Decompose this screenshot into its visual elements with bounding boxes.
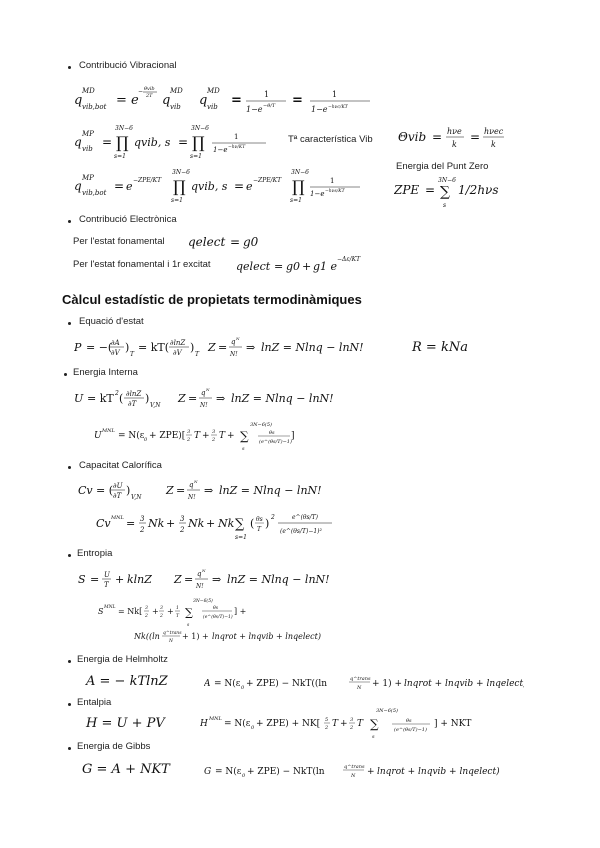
svg-text:q: q: [74, 179, 82, 193]
svg-text:Z: Z: [166, 484, 174, 497]
equation-entropia-3-graphic: [134, 626, 384, 646]
svg-text:MNL: MNL: [111, 515, 124, 521]
svg-text:+ ZPE) − NkT(ln: + ZPE) − NkT(ln: [247, 767, 325, 777]
svg-text:N!: N!: [196, 583, 204, 590]
svg-text:∂A: ∂A: [111, 339, 120, 347]
svg-text:2: 2: [187, 437, 191, 443]
svg-text:0: 0: [242, 773, 246, 779]
svg-text:+: +: [152, 607, 159, 616]
svg-text:q: q: [74, 135, 82, 149]
svg-text:3N−6: 3N−6: [191, 125, 209, 132]
equation-qelect-g0-graphic: [188, 232, 268, 252]
equation-energia-2-graphic: [94, 418, 324, 454]
svg-text:N: N: [236, 336, 240, 341]
svg-text:q: q: [189, 481, 194, 489]
svg-text:MP: MP: [82, 174, 94, 182]
equation-gibbs-2: [204, 758, 544, 784]
svg-text:q^trans: q^trans: [344, 764, 365, 770]
svg-text:lnZ = Nlnq − lnN!: lnZ = Nlnq − lnN!: [219, 484, 322, 497]
svg-text:=: =: [231, 93, 242, 108]
svg-text:θvib: θvib: [144, 86, 155, 92]
svg-text:g0: g0: [286, 260, 301, 273]
elect-excitat-label: Per l'estat fonamental i 1r excitat: [73, 259, 211, 270]
svg-text:T: T: [332, 719, 339, 729]
svg-text:hνec: hνec: [484, 127, 504, 136]
svg-text:3N−6: 3N−6: [291, 169, 309, 176]
equation-qelect-g0: [188, 232, 268, 252]
svg-text:2: 2: [180, 526, 185, 534]
svg-text:): ): [265, 517, 270, 530]
svg-text:∂T: ∂T: [113, 492, 122, 500]
svg-text:k: k: [491, 140, 496, 149]
svg-text:∑: ∑: [235, 517, 245, 532]
svg-text:]: ]: [291, 431, 295, 441]
equation-capacitat-1-graphic: [78, 476, 368, 508]
svg-text:N!: N!: [200, 402, 208, 409]
main-heading: Càlcul estadístic de propietats termodinàmiques: [62, 292, 362, 307]
svg-text:1: 1: [332, 90, 338, 99]
svg-text:3N−6(5): 3N−6(5): [376, 708, 399, 714]
svg-text:T: T: [176, 614, 180, 619]
svg-text:] + NKT: ] + NKT: [434, 719, 472, 729]
svg-text:3: 3: [160, 606, 163, 611]
svg-text:= kT(: = kT(: [138, 341, 170, 354]
svg-text:= N(ε: = N(ε: [215, 767, 242, 777]
bullet-icon: [68, 703, 71, 706]
svg-text:s=1: s=1: [290, 197, 302, 204]
svg-text:=: =: [230, 235, 241, 249]
svg-text:2: 2: [350, 725, 354, 731]
svg-text:1−e: 1−e: [310, 190, 325, 198]
svg-text:MP: MP: [82, 130, 94, 138]
svg-text:q: q: [199, 93, 208, 108]
svg-text:s=1: s=1: [114, 153, 126, 160]
svg-text:Nk((ln: Nk((ln: [134, 632, 160, 641]
svg-text:q: q: [74, 93, 83, 108]
svg-text:(e^(θs/T)−1)²: (e^(θs/T)−1)²: [280, 528, 322, 535]
svg-text:s=1: s=1: [171, 197, 183, 204]
svg-text:G: G: [204, 767, 212, 777]
svg-text:MNL: MNL: [104, 605, 116, 610]
elect-fonamental-label: Per l'estat fonamental: [73, 236, 165, 247]
svg-text:−ZPE/KT: −ZPE/KT: [133, 177, 162, 184]
section-title-gibbs: Energia de Gibbs: [77, 741, 151, 752]
svg-text:3: 3: [140, 515, 145, 523]
equation-capacitat-2: [96, 505, 356, 545]
svg-text:(: (: [119, 392, 124, 405]
svg-text:q: q: [197, 570, 202, 578]
equation-qvib-mp: [74, 122, 274, 162]
svg-text:1−e: 1−e: [311, 105, 328, 114]
svg-text:−ZPE/KT: −ZPE/KT: [253, 177, 282, 184]
svg-text:(e^(θs/T)−1): (e^(θs/T)−1): [394, 727, 427, 733]
equation-helmholtz-1: A = − kTlnZ: [86, 674, 168, 689]
svg-text:2: 2: [325, 725, 329, 731]
svg-text:(e^(θs/T)−1): (e^(θs/T)−1): [203, 615, 233, 620]
equation-entropia-1-graphic: [78, 566, 368, 594]
svg-text:MD: MD: [207, 87, 220, 95]
svg-text:∂lnZ: ∂lnZ: [170, 339, 186, 347]
svg-text:3N−6(5): 3N−6(5): [250, 422, 273, 428]
svg-text:2: 2: [212, 437, 216, 443]
svg-text:e^(θs/T): e^(θs/T): [292, 514, 318, 521]
svg-text:N: N: [357, 685, 362, 691]
svg-text:s: s: [372, 734, 375, 740]
svg-text:+: +: [302, 260, 312, 273]
svg-text:−θ/T: −θ/T: [263, 103, 276, 109]
svg-text:): ): [190, 341, 195, 354]
svg-text:=: =: [126, 517, 136, 530]
svg-text:∂lnZ: ∂lnZ: [126, 390, 142, 398]
svg-text:θs: θs: [269, 430, 275, 436]
svg-text:3: 3: [187, 429, 191, 435]
equation-entalpia-2-graphic: [200, 704, 520, 740]
svg-text:=: =: [90, 573, 100, 586]
svg-text:MNL: MNL: [209, 716, 222, 722]
svg-text:V,N: V,N: [150, 402, 161, 409]
svg-text:vib: vib: [82, 145, 93, 153]
svg-text:⇒: ⇒: [204, 484, 214, 497]
bullet-icon: [68, 747, 71, 750]
svg-text:U: U: [104, 571, 110, 579]
bullet-icon: [68, 660, 71, 663]
svg-text:+: +: [206, 517, 216, 530]
svg-text:θs: θs: [406, 718, 412, 724]
svg-text:5: 5: [325, 717, 329, 723]
svg-text:3N−6: 3N−6: [438, 177, 456, 184]
equation-entropia-1: [78, 566, 368, 594]
svg-text:−hνc/KT: −hνc/KT: [328, 105, 348, 110]
section-title-estat: Equació d'estat: [79, 316, 144, 327]
svg-text:N: N: [194, 479, 198, 484]
equation-qelect-g0-g1-graphic: [236, 252, 376, 276]
section-title-capacitat: Capacitat Calorífica: [79, 460, 162, 471]
svg-text:H: H: [200, 719, 208, 729]
svg-text:−hνs/KT: −hνs/KT: [325, 189, 345, 194]
svg-text:vib: vib: [170, 103, 181, 111]
svg-text:∂V: ∂V: [173, 349, 182, 357]
svg-text:N: N: [169, 639, 173, 644]
svg-text:2T: 2T: [146, 93, 153, 99]
svg-text:ZPE: ZPE: [394, 183, 420, 197]
svg-text:2: 2: [115, 390, 119, 397]
svg-text:] +: ] +: [234, 607, 247, 616]
bullet-icon: [68, 466, 71, 469]
svg-text:+ ZPE) − NkT((ln: + ZPE) − NkT((ln: [246, 679, 328, 689]
svg-text:g0: g0: [243, 235, 259, 249]
svg-text:⇒: ⇒: [216, 392, 226, 405]
svg-text:= kT: = kT: [87, 392, 114, 405]
svg-text:−: −: [138, 88, 144, 95]
zpe-label: Energia del Punt Zero: [396, 161, 489, 172]
svg-text:=: =: [432, 130, 443, 144]
svg-text:1: 1: [330, 177, 335, 185]
svg-text:+: +: [115, 573, 125, 586]
svg-text:∂U: ∂U: [113, 482, 123, 490]
equation-entropia-3: [134, 626, 384, 646]
svg-text:vib,bot: vib,bot: [82, 103, 107, 111]
svg-text:∂T: ∂T: [128, 400, 137, 408]
svg-text:klnZ: klnZ: [127, 573, 152, 586]
svg-text:=: =: [218, 341, 228, 354]
svg-text:1/2hνs: 1/2hνs: [458, 183, 499, 197]
svg-text:∏: ∏: [292, 177, 305, 196]
svg-text:qelect: qelect: [188, 235, 226, 249]
svg-text:T: T: [104, 581, 109, 589]
svg-text:=: =: [176, 484, 186, 497]
svg-text:T: T: [357, 719, 364, 729]
equation-energia-1: [74, 384, 374, 414]
svg-text:N: N: [206, 387, 210, 392]
svg-text:lnqrot + lnqvib + lnqelect): lnqrot + lnqvib + lnqelect): [404, 679, 524, 689]
svg-text:lnZ = Nlnq − lnN!: lnZ = Nlnq − lnN!: [261, 341, 364, 354]
svg-text:=: =: [102, 135, 113, 149]
svg-text:2: 2: [140, 526, 145, 534]
svg-text:Nk: Nk: [218, 517, 235, 530]
svg-text:0: 0: [144, 437, 148, 443]
svg-text:2: 2: [160, 614, 163, 619]
svg-text:+: +: [202, 431, 210, 441]
svg-text:= (: = (: [96, 484, 114, 497]
svg-text:∑: ∑: [240, 429, 249, 443]
section-title-vib: Contribució Vibracional: [79, 60, 177, 71]
svg-text:= Nk[: = Nk[: [118, 607, 143, 616]
svg-text:Θvib: Θvib: [398, 130, 427, 144]
svg-text:=: =: [188, 392, 198, 405]
svg-text:s=1: s=1: [235, 534, 247, 541]
svg-text:Cv: Cv: [96, 517, 111, 530]
equation-theta-vib-graphic: [398, 124, 538, 152]
svg-text:1: 1: [264, 90, 270, 99]
svg-text:s: s: [443, 202, 447, 209]
svg-text:⇒: ⇒: [212, 573, 222, 586]
svg-text:lnqrot + lnqvib + lnqelect): lnqrot + lnqvib + lnqelect): [212, 632, 321, 641]
section-title-entalpia: Entalpia: [77, 697, 112, 708]
equation-helmholtz-2: [204, 670, 524, 696]
svg-text:Nk: Nk: [148, 517, 165, 530]
section-title-elect: Contribució Electrònica: [79, 214, 177, 225]
svg-text:+ ZPE) + NK[: + ZPE) + NK[: [256, 719, 321, 729]
svg-text:Z: Z: [174, 573, 182, 586]
svg-text:vib,bot: vib,bot: [82, 189, 107, 197]
equation-entalpia-1: H = U + PV: [86, 716, 165, 731]
equation-entalpia-2: [200, 704, 520, 740]
svg-text:MNL: MNL: [102, 428, 115, 434]
equation-theta-vib: [398, 124, 538, 152]
svg-text:0: 0: [251, 725, 255, 731]
svg-text:∏: ∏: [173, 177, 186, 196]
equation-estat-graphic: [74, 334, 404, 362]
svg-text:s: s: [187, 623, 190, 628]
tchar-vib-label: Tª característica Vib: [288, 134, 373, 145]
svg-text:T: T: [194, 431, 201, 441]
svg-text:+: +: [167, 607, 174, 616]
svg-text:Z: Z: [208, 341, 216, 354]
svg-text:Z: Z: [178, 392, 186, 405]
svg-text:+ 1) +: + 1) +: [182, 632, 209, 641]
svg-text:=: =: [234, 179, 245, 193]
equation-r-kna: R = kNa: [412, 340, 468, 355]
svg-text:−Δε/KT: −Δε/KT: [337, 256, 361, 263]
equation-gibbs-2-graphic: [204, 758, 544, 784]
svg-text:1: 1: [176, 606, 179, 611]
svg-text:= N(ε: = N(ε: [118, 431, 145, 441]
svg-text:Cv: Cv: [78, 484, 93, 497]
svg-text:): ): [145, 392, 150, 405]
svg-text:N: N: [351, 773, 356, 779]
svg-text:= −(: = −(: [86, 341, 113, 354]
svg-text:1−e: 1−e: [213, 146, 228, 154]
svg-text:3: 3: [350, 717, 354, 723]
equation-qvib-md: [74, 84, 374, 120]
svg-text:s=1: s=1: [190, 153, 202, 160]
section-title-helmholtz: Energia de Helmholtz: [77, 654, 168, 665]
equation-estat: [74, 334, 404, 362]
svg-text:=: =: [425, 183, 436, 197]
svg-text:A: A: [204, 679, 211, 689]
svg-text:∑: ∑: [185, 606, 193, 619]
svg-text:lnZ = Nlnq − lnN!: lnZ = Nlnq − lnN!: [227, 573, 330, 586]
svg-text:−hν/KT: −hν/KT: [228, 145, 246, 150]
svg-text:0: 0: [241, 685, 245, 691]
bullet-icon: [68, 554, 71, 557]
svg-text:+: +: [367, 767, 375, 777]
equation-zpe-graphic: [394, 174, 514, 210]
svg-text:1−e: 1−e: [246, 105, 263, 114]
equation-helmholtz-2-graphic: [204, 670, 524, 696]
svg-text:=: =: [274, 260, 284, 273]
equation-gibbs-1: G = A + NKT: [82, 762, 170, 777]
svg-text:=: =: [292, 93, 303, 108]
svg-text:q: q: [162, 93, 171, 108]
svg-text:2: 2: [145, 614, 148, 619]
svg-text:=: =: [114, 179, 125, 193]
svg-text:N: N: [202, 568, 206, 573]
svg-text:+: +: [340, 719, 348, 729]
svg-text:∑: ∑: [370, 717, 379, 731]
svg-text:hνe: hνe: [447, 127, 462, 136]
svg-text:3N−6: 3N−6: [172, 169, 190, 176]
svg-text:(: (: [250, 517, 255, 530]
svg-text:qelect: qelect: [236, 260, 271, 273]
bullet-icon: [68, 66, 71, 69]
svg-text:e: e: [246, 180, 253, 193]
equation-qvib-mp-bot-graphic: [74, 166, 364, 208]
svg-text:N!: N!: [188, 494, 196, 501]
svg-text:lnqrot + lnqvib + lnqelect): lnqrot + lnqvib + lnqelect): [377, 767, 500, 777]
svg-text:3: 3: [212, 429, 216, 435]
svg-text:qvib, s: qvib, s: [134, 136, 171, 149]
svg-text:): ): [126, 484, 131, 497]
equation-capacitat-2-graphic: [96, 505, 356, 545]
svg-text:qvib, s: qvib, s: [191, 180, 228, 193]
equation-energia-1-graphic: [74, 384, 374, 414]
svg-text:e: e: [126, 180, 133, 193]
svg-text:U: U: [74, 392, 84, 405]
svg-text:MD: MD: [170, 87, 183, 95]
svg-text:+: +: [227, 431, 235, 441]
svg-text:= N(ε: = N(ε: [214, 679, 241, 689]
svg-text:+: +: [166, 517, 176, 530]
svg-text:=: =: [184, 573, 194, 586]
svg-text:∑: ∑: [440, 184, 450, 200]
svg-text:= N(ε: = N(ε: [224, 719, 251, 729]
equation-qelect-g0-g1: [236, 252, 376, 276]
svg-text:S: S: [98, 607, 104, 616]
svg-text:MD: MD: [82, 87, 95, 95]
svg-text:T: T: [219, 431, 226, 441]
svg-text:lnZ = Nlnq − lnN!: lnZ = Nlnq − lnN!: [231, 392, 334, 405]
svg-text:V,N: V,N: [131, 494, 142, 501]
svg-text:q^trans: q^trans: [163, 631, 182, 636]
svg-text:= e: = e: [116, 93, 139, 108]
svg-text:T: T: [130, 351, 135, 358]
svg-text:q: q: [201, 389, 206, 397]
svg-text:Nk: Nk: [188, 517, 205, 530]
svg-text:=: =: [178, 135, 189, 149]
svg-text:∂V: ∂V: [111, 349, 120, 357]
svg-text:3N−6(5): 3N−6(5): [193, 599, 213, 604]
svg-text:vib: vib: [207, 103, 218, 111]
section-title-energia: Energia Interna: [73, 367, 138, 378]
svg-text:g1 e: g1 e: [313, 260, 338, 273]
svg-text:P: P: [74, 341, 82, 354]
equation-qvib-mp-graphic: [74, 122, 274, 162]
equation-capacitat-1: [78, 476, 368, 508]
equation-qvib-md-graphic: [74, 84, 374, 120]
svg-text:∏: ∏: [116, 133, 129, 152]
section-title-entropia: Entropia: [77, 548, 113, 559]
svg-text:θs: θs: [256, 516, 263, 523]
svg-text:3: 3: [145, 606, 148, 611]
svg-text:2: 2: [271, 514, 275, 521]
svg-text:θs: θs: [213, 606, 219, 611]
equation-qvib-mp-bot: [74, 166, 364, 208]
svg-text:U: U: [94, 431, 102, 441]
svg-text:): ): [125, 341, 130, 354]
svg-text:⇒: ⇒: [246, 341, 256, 354]
svg-text:3N−6: 3N−6: [115, 125, 133, 132]
svg-text:+ ZPE)[: + ZPE)[: [149, 431, 186, 441]
svg-text:T: T: [257, 526, 262, 533]
svg-text:+ 1) +: + 1) +: [372, 679, 403, 689]
svg-text:(e^(θs/T)−1): (e^(θs/T)−1): [259, 439, 292, 445]
bullet-icon: [64, 373, 67, 376]
svg-text:q: q: [231, 338, 236, 346]
svg-text:∏: ∏: [192, 133, 205, 152]
equation-zpe: [394, 174, 514, 210]
bullet-icon: [68, 322, 71, 325]
svg-text:q^trans: q^trans: [350, 676, 371, 682]
svg-text:3: 3: [180, 515, 185, 523]
svg-text:1: 1: [234, 133, 239, 141]
svg-text:S: S: [78, 573, 86, 586]
svg-text:N!: N!: [230, 351, 238, 358]
svg-text:=: =: [470, 130, 481, 144]
bullet-icon: [68, 220, 71, 223]
equation-energia-2: [94, 418, 324, 454]
svg-text:T: T: [195, 351, 200, 358]
svg-text:s: s: [242, 446, 245, 452]
svg-text:k: k: [452, 140, 457, 149]
